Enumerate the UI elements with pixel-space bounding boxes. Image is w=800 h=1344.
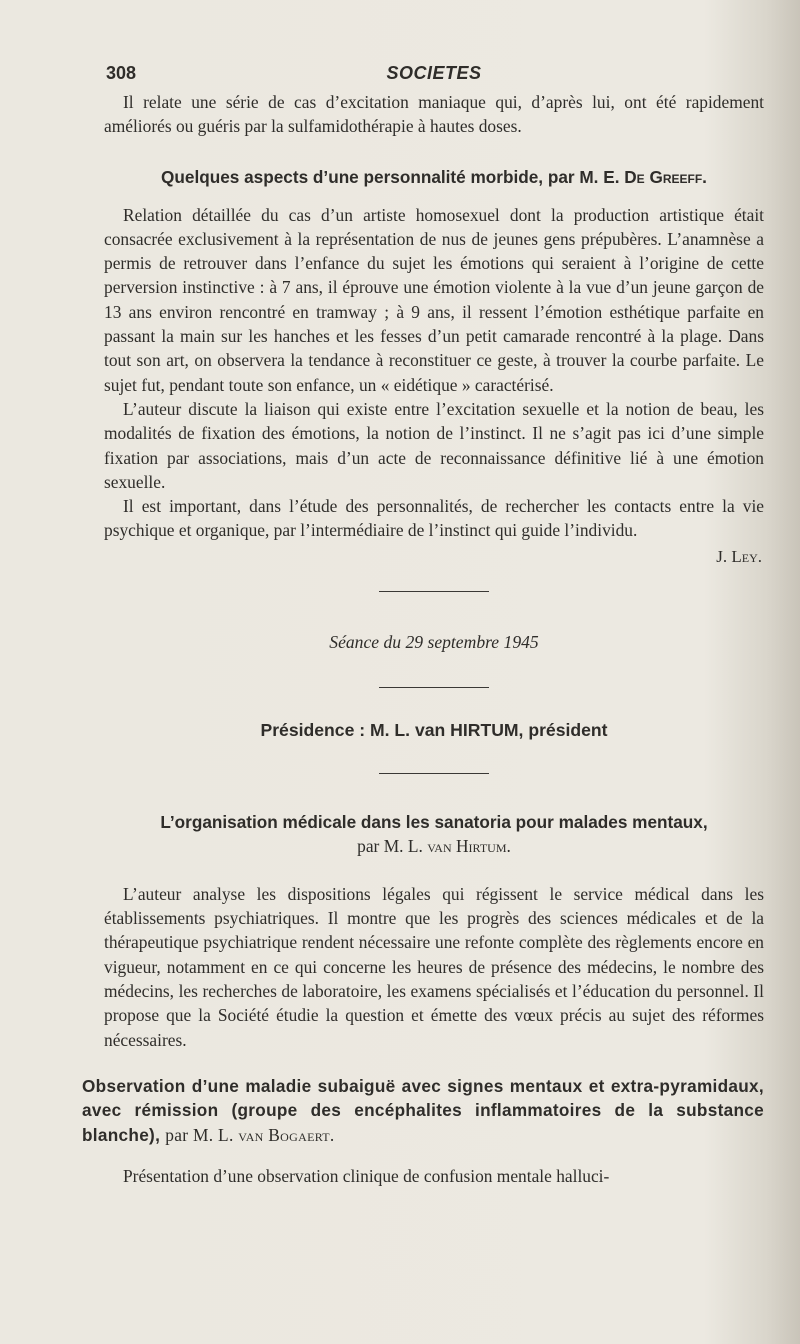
section-title-text: Quelques aspects d’une personnalité morbide, par M. E. [161,166,620,187]
section-title-text: L’organisation médicale dans les sanatoria pour malades mentaux, [160,811,708,832]
intro-paragraph: Il relate une série de cas d’excitation maniaque qui, d’après lui, ont été rapidement améliorés ou guéris par la sulfamidothérapie à hautes doses. [104,92,764,137]
section-author: De Greeff [624,166,703,187]
session-date: Séance du 29 septembre 1945 [329,631,539,652]
byline-prefix: par M. L. [357,835,423,856]
running-title: SOCIETES [386,63,482,83]
section-title-text: Observation d’une maladie subaiguë avec signes mentaux et extra-pyramidaux, avec rémission (groupe des encéphalites inflammatoires de la substance blanche), [82,1075,764,1146]
running-header [104,60,764,90]
body-paragraph: Présentation d’une observation clinique de confusion mentale halluci- [123,1165,610,1186]
byline-prefix: par M. L. [165,1125,234,1146]
section-title-organisation [104,810,764,858]
body-paragraph: Relation détaillée du cas d’un artiste homosexuel dont la production artistique était consacrée exclusivement à la représentation de nus de jeunes gens prépubères. L’anamnèse a permis de retrouver dans l’enfance du sujet les émotions qui seraient à l’origine de cette perversion instinctive : à 7 ans, il éprouve une émotion violente à la vue d’un jeune garçon de 13 ans environ rencontré en tramway ; à 9 ans, il ressent l’émotion esthétique parfaite en passant la main sur les hanches et les fesses d’un petit camarade rencontré à la plage. Dans tout son art, on observera la tendance à reconstituer ce geste, à trouver la courbe parfaite. Le sujet fut, pendant toute son enfance, un « eidétique » caractérisé. [104,204,764,395]
divider-rule [379,773,489,774]
page-content [82,60,764,1188]
body-paragraph: L’auteur analyse les dispositions légales qui régissent le service médical dans les établissements psychiatriques. Il montre que les progrès des sciences médicales et de la thérapeutique psychiatrique rendent nécessaire une refonte complète des règlements encore en vigueur, notamment en ce qui concerne les heures de présence des médecins, le nombre des médecins, les recherches de laboratoire, les examens spécialisés et l’éducation du personnel. Il propose que la Société étudie la question et émette des vœux précis au sujet des réformes nécessaires. [104,883,764,1050]
signature: J. Ley. [716,546,762,566]
divider-rule [379,591,489,592]
section-author: van Hirtum. [427,835,511,856]
body-paragraph: L’auteur discute la liaison qui existe entre l’excitation sexuelle et la notion de beau, les modalités de fixation des émotions, la notion de l’instinct. Il ne s’agit pas ici d’une simple fixation par associations, mais d’un acte de reconnaissance définitive lié à une émotion sexuelle. [104,398,764,492]
section-title-personnalite: Quelques aspects d’une personnalité morbide, par M. E. De Greeff. [161,166,707,187]
section-author: van Bogaert. [238,1125,335,1146]
page-number: 308 [106,63,137,83]
section-title-observation [82,1074,764,1148]
divider-rule [379,687,489,688]
presidence-line: Présidence : M. L. van HIRTUM, président [260,719,608,740]
body-paragraph: Il est important, dans l’étude des personnalités, de rechercher les contacts entre la vie psychique et organique, par l’intermédiaire de l’instinct qui guide l’individu. [104,496,764,541]
